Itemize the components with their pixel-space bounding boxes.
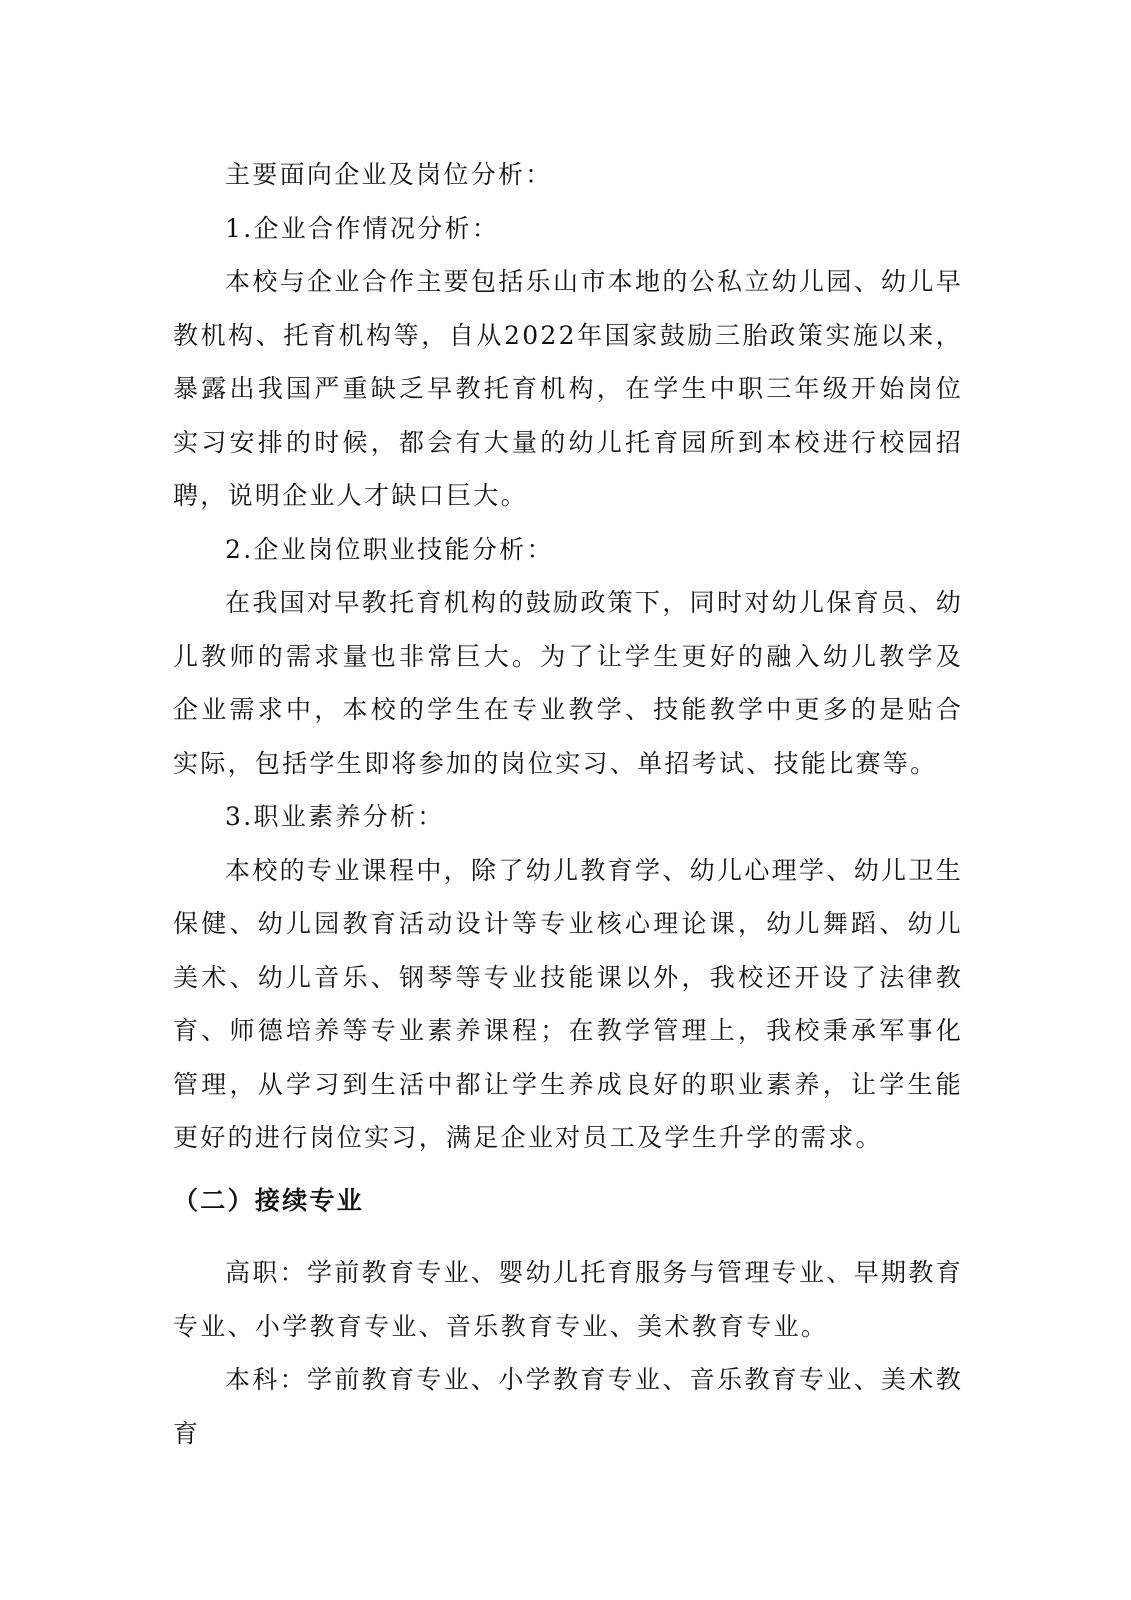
item2-heading: 2.企业岗位职业技能分析： (225, 534, 554, 564)
item1-heading: 1.企业合作情况分析： (225, 213, 500, 243)
item2-paragraph: 在我国对早教托育机构的鼓励政策下，同时对幼儿保育员、幼儿教师的需求量也非常巨大。为了让学生更好的融入幼儿教学及企业需求中，本校的学生在专业教学、技能教学中更多的是贴合实际，包括学生即将参加的岗位实习、单招考试、技能比赛等。 (173, 588, 963, 778)
undergraduate-paragraph: 本科：学前教育专业、小学教育专业、音乐教育专业、美术教育 (173, 1365, 963, 1448)
higher-vocational-paragraph: 高职：学前教育专业、婴幼儿托育服务与管理专业、早期教育专业、小学教育专业、音乐教育专业、美术教育专业。 (173, 1258, 963, 1341)
intro-heading: 主要面向企业及岗位分析： (225, 160, 553, 189)
item3-heading: 3.职业素养分析： (225, 802, 445, 831)
item3-paragraph: 本校的专业课程中，除了幼儿教育学、幼儿心理学、幼儿卫生保健、幼儿园教育活动设计等专业核心理论课，幼儿舞蹈、幼儿美术、幼儿音乐、钢琴等专业技能课以外，我校还开设了法律教育、师德培养等专业素养课程；在教学管理上，我校秉承军事化管理，从学习到生活中都让学生养成良好的职业素养，让学生能更好的进行岗位实习，满足企业对员工及学生升学的需求。 (173, 855, 963, 1152)
section2-title: （二）接续专业 (173, 1185, 365, 1215)
document-body (173, 148, 963, 1460)
item1-paragraph: 本校与企业合作主要包括乐山市本地的公私立幼儿园、幼儿早教机构、托育机构等，自从2022年国家鼓励三胎政策实施以来，暴露出我国严重缺乏早教托育机构，在学生中职三年级开始岗位实习安排的时候，都会有大量的幼儿托育园所到本校进行校园招聘，说明企业人才缺口巨大。 (173, 267, 963, 510)
